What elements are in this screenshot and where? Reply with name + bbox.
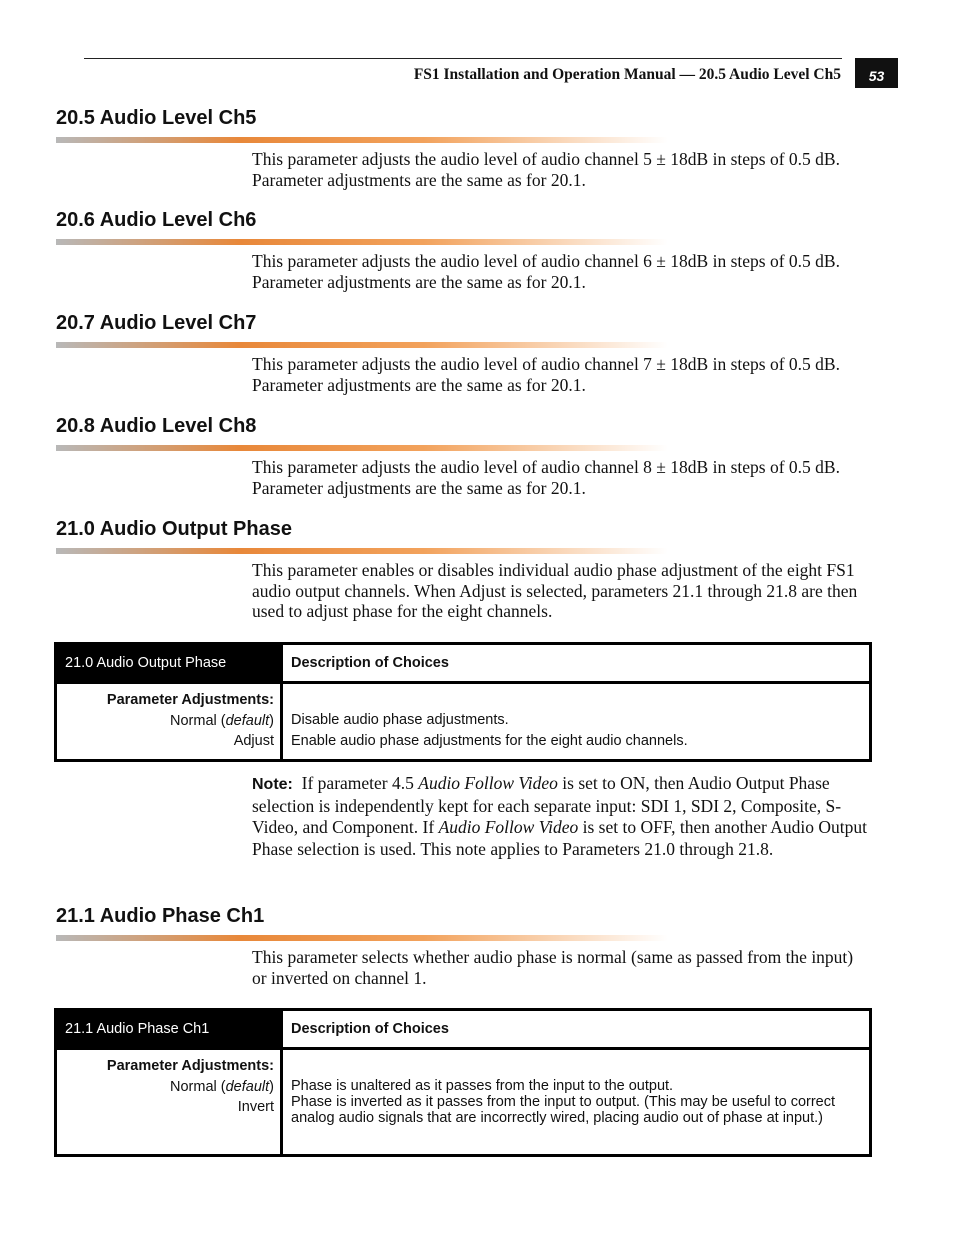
section-heading-rule [56, 445, 668, 451]
note-label: Note: [252, 776, 293, 793]
section-heading: 21.0 Audio Output Phase [56, 518, 292, 540]
section-heading: 21.1 Audio Phase Ch1 [56, 905, 265, 927]
running-head: FS1 Installation and Operation Manual — 20.5 Audio Level Ch5 [413, 66, 841, 83]
section-heading: 20.5 Audio Level Ch5 [56, 107, 257, 129]
table-header [57, 1011, 869, 1050]
table-choices-column [57, 684, 280, 762]
section-heading: 20.6 Audio Level Ch6 [56, 209, 257, 231]
section-heading-rule [56, 239, 668, 245]
section-heading-rule [56, 548, 668, 554]
section-body: This parameter adjusts the audio level of audio channel 8 ± 18dB in steps of 0.5 dB. Parameter adjustments are the same as for 20.1. [252, 457, 840, 498]
table-descriptions-column [280, 684, 869, 762]
section-heading-rule [56, 342, 668, 348]
description-adjust: Enable audio phase adjustments for the eight audio channels. [291, 732, 688, 749]
table-descriptions-column [280, 1050, 869, 1157]
section-body: This parameter adjusts the audio level of audio channel 6 ± 18dB in steps of 0.5 dB. Parameter adjustments are the same as for 20.1. [252, 251, 840, 292]
section-heading: 20.8 Audio Level Ch8 [56, 415, 257, 437]
section-heading-rule [56, 935, 668, 941]
parameter-table-21-0 [54, 642, 872, 762]
section-body: This parameter adjusts the audio level of audio channel 7 ± 18dB in steps of 0.5 dB. Parameter adjustments are the same as for 20.1. [252, 354, 840, 395]
table-parameter-name: 21.0 Audio Output Phase [57, 645, 280, 681]
choice-adjust: Adjust [233, 733, 274, 749]
choice-normal: Normal (default) [170, 712, 274, 729]
header-rule [84, 58, 842, 59]
description-invert: Phase is inverted as it passes from the input to output. (This may be useful to correct analog audio signals that are incorrectly wired, placing audio out of phase at input.) [291, 1094, 836, 1126]
section-body: This parameter selects whether audio phase is normal (same as passed from the input) or inverted on channel 1. [252, 947, 854, 988]
note-paragraph: Note: If parameter 4.5 Audio Follow Video is set to ON, then Audio Output Phase selection is independently kept for each separate input: SDI 1, SDI 2, Composite, S-Video, and Component. If Audio Follow Video is set to OFF, then another Audio Output Phase selection is used. This note applies to Parameters 21.0 through 21.8. [252, 773, 868, 859]
parameter-adjustments-label: Parameter Adjustments: [106, 1058, 274, 1074]
parameter-adjustments-label: Parameter Adjustments: [106, 692, 274, 708]
parameter-table-21-1 [54, 1008, 872, 1157]
section-body: This parameter enables or disables individual audio phase adjustment of the eight FS1 audio output channels. When Adjust is selected, parameters 21.1 through 21.8 are then used to adjust phase for the eight channels. [252, 560, 858, 621]
table-description-header: Description of Choices [280, 645, 869, 681]
table-body [57, 684, 869, 762]
table-body [57, 1050, 869, 1157]
choice-normal: Normal (default) [170, 1078, 274, 1095]
table-choices-column [57, 1050, 280, 1157]
table-description-header: Description of Choices [280, 1011, 869, 1047]
description-normal: Phase is unaltered as it passes from the input to the output. [291, 1078, 674, 1094]
description-normal: Disable audio phase adjustments. [291, 712, 509, 728]
page-number: 53 [855, 58, 898, 88]
table-header [57, 645, 869, 684]
section-body: This parameter adjusts the audio level of audio channel 5 ± 18dB in steps of 0.5 dB. Parameter adjustments are the same as for 20.1. [252, 149, 840, 190]
choice-invert: Invert [237, 1099, 274, 1115]
section-heading: 20.7 Audio Level Ch7 [56, 312, 257, 334]
section-heading-rule [56, 137, 668, 143]
table-parameter-name: 21.1 Audio Phase Ch1 [57, 1011, 280, 1047]
